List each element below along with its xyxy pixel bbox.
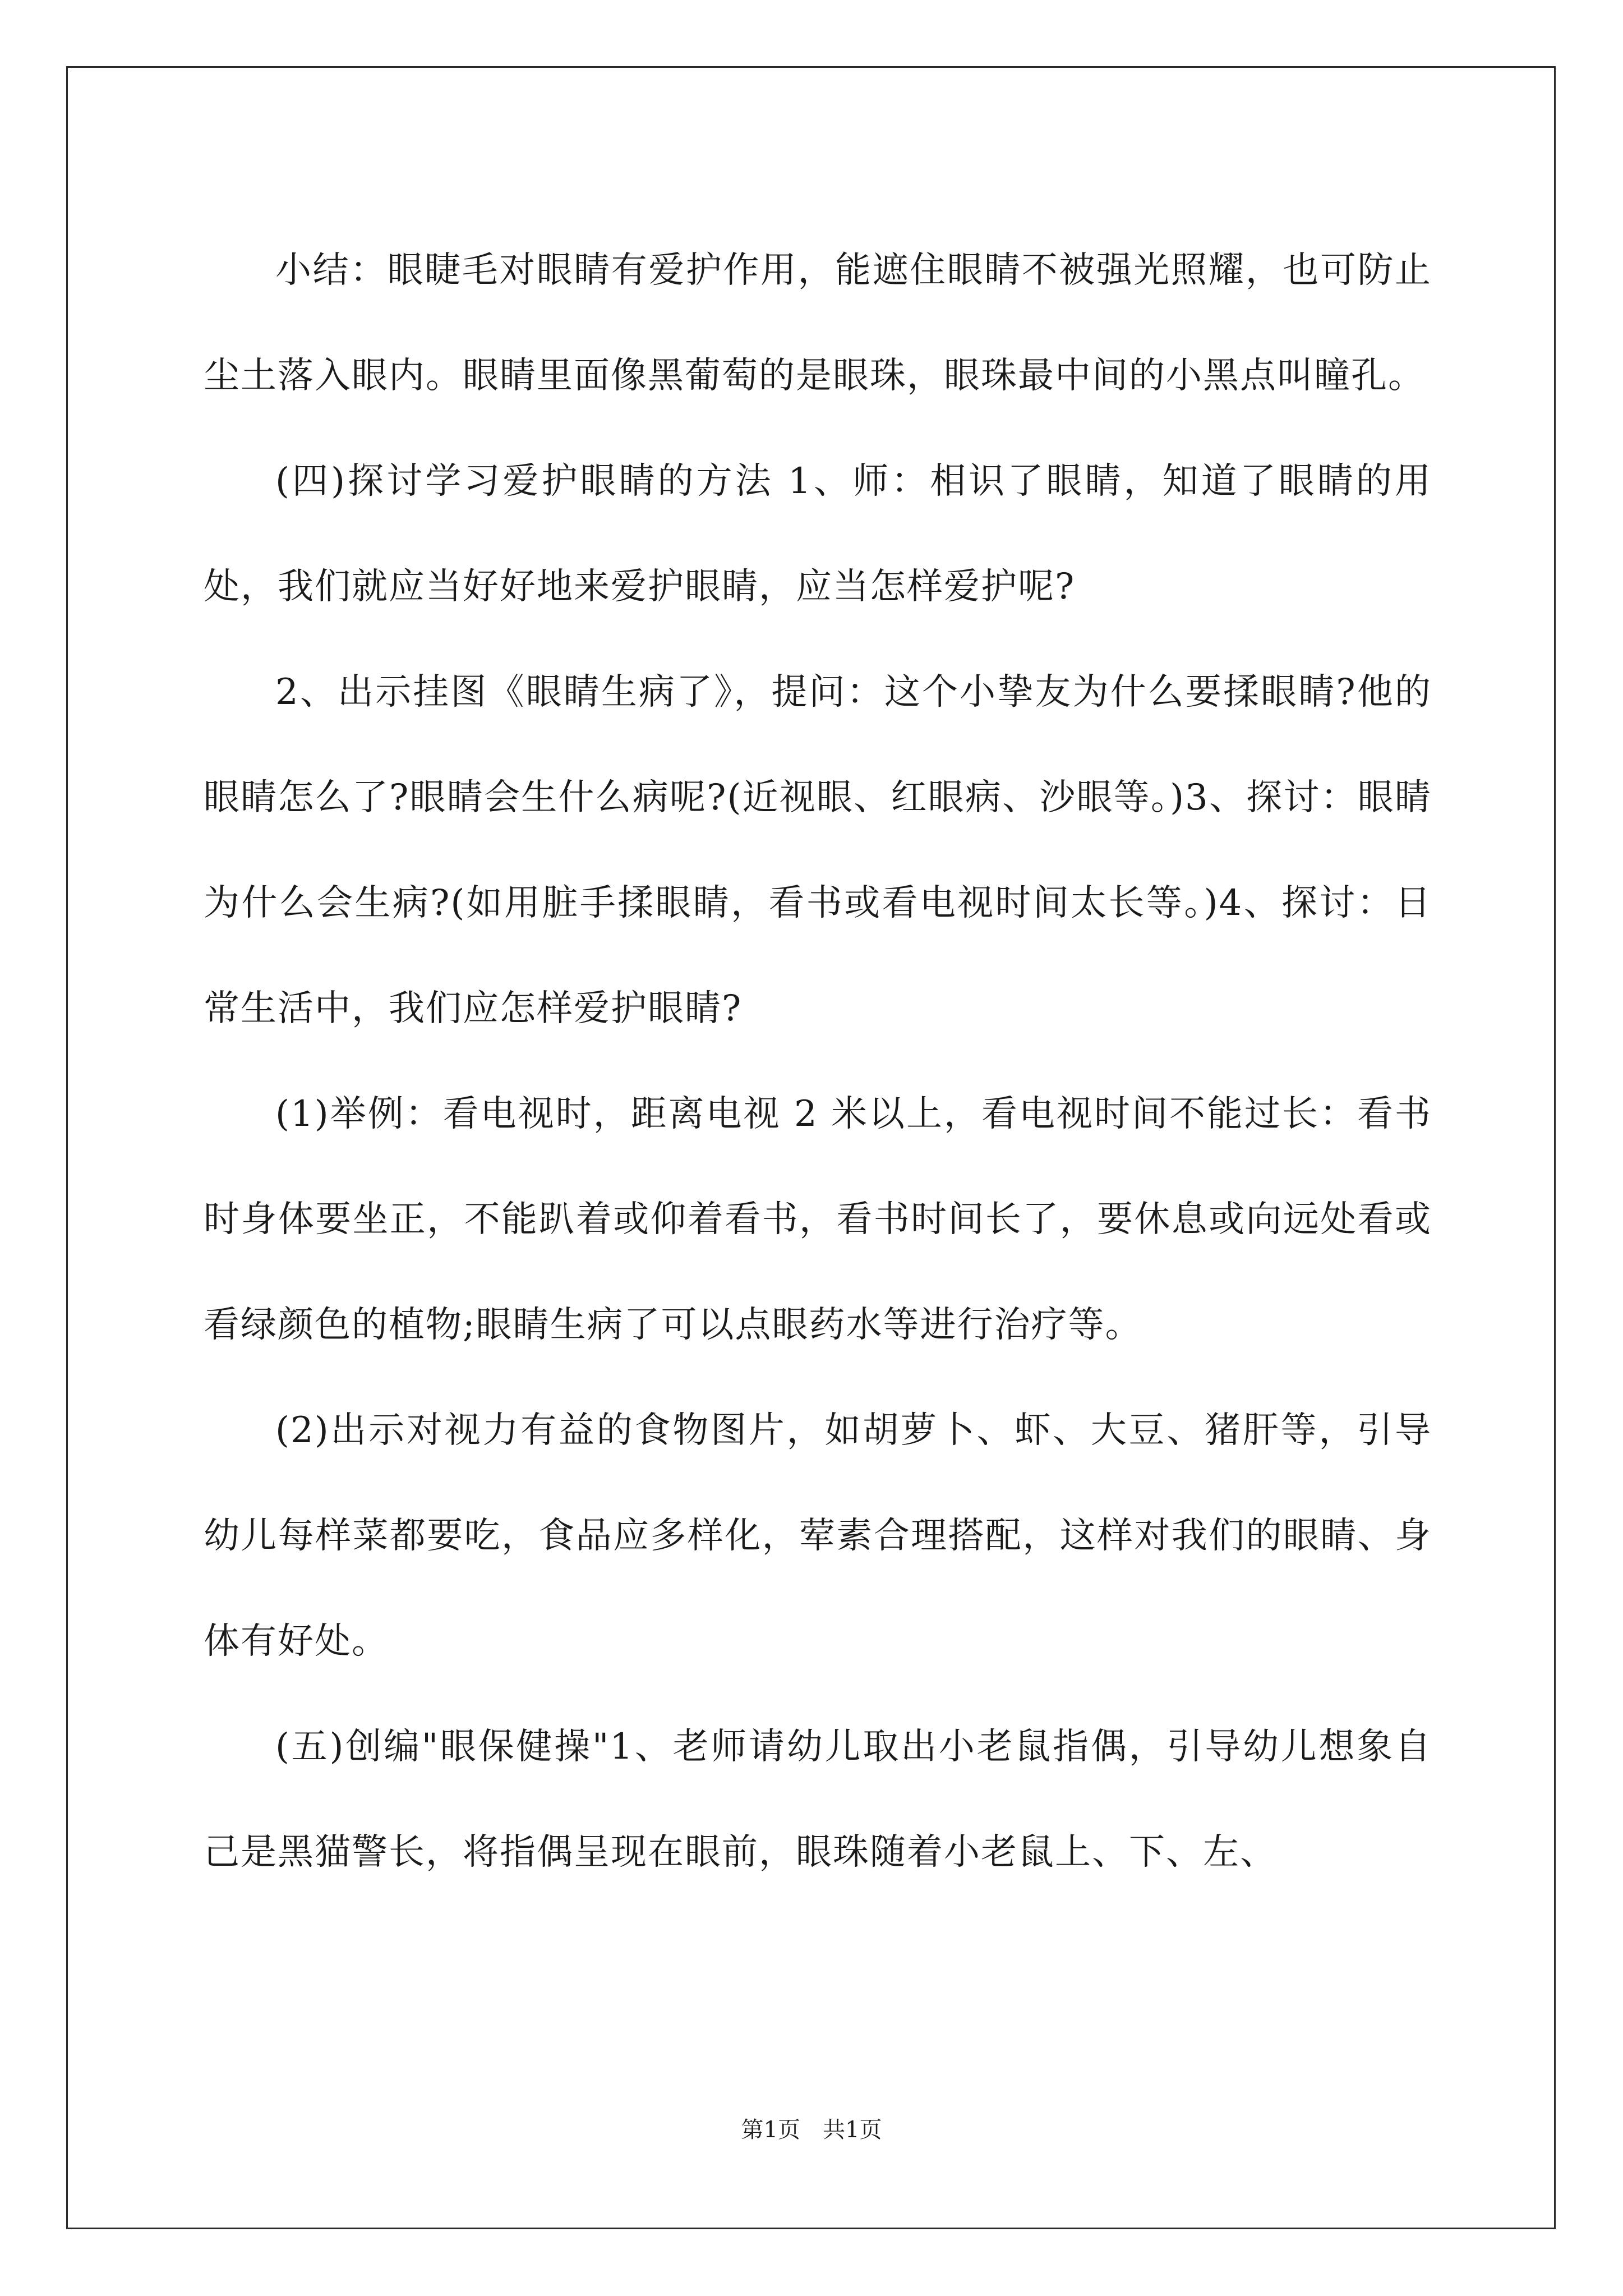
paragraph-section-five: (五)创编"眼保健操"1、老师请幼儿取出小老鼠指偶，引导幼儿想象自己是黑猫警长，将指偶呈现在眼前，眼珠随着小老鼠上、下、左、 [204,1726,1432,1873]
page-number-footer: 第1页 共1页 [741,2117,882,2143]
paragraph-eye-illness: 2、出示挂图《眼睛生病了》，提问：这个小挚友为什么要揉眼睛?他的眼睛怎么了?眼睛会生什么病呢?(近视眼、红眼病、沙眼等。)3、探讨：眼睛为什么会生病?(如用脏手揉眼睛，看书或看电视时间太长等。)4、探讨：日常生活中，我们应怎样爱护眼睛? [204,671,1432,1029]
paragraph-example-one: (1)举例：看电视时，距离电视 2 米以上，看电视时间不能过长：看书时身体要坐正，不能趴着或仰着看书，看书时间长了，要休息或向远处看或看绿颜色的植物;眼睛生病了可以点眼药水等进行治疗等。 [204,1093,1432,1346]
paragraph-example-two: (2)出示对视力有益的食物图片，如胡萝卜、虾、大豆、猪肝等，引导幼儿每样菜都要吃，食品应多样化，荤素合理搭配，这样对我们的眼睛、身体有好处。 [204,1410,1432,1662]
document-body [204,218,1432,1905]
paragraph-section-four: (四)探讨学习爱护眼睛的方法 1、师：相识了眼睛，知道了眼睛的用处，我们就应当好好地来爱护眼睛，应当怎样爱护呢? [204,461,1432,608]
paragraph-summary: 小结：眼睫毛对眼睛有爱护作用，能遮住眼睛不被强光照耀，也可防止尘土落入眼内。眼睛里面像黑葡萄的是眼珠，眼珠最中间的小黑点叫瞳孔。 [204,250,1432,397]
